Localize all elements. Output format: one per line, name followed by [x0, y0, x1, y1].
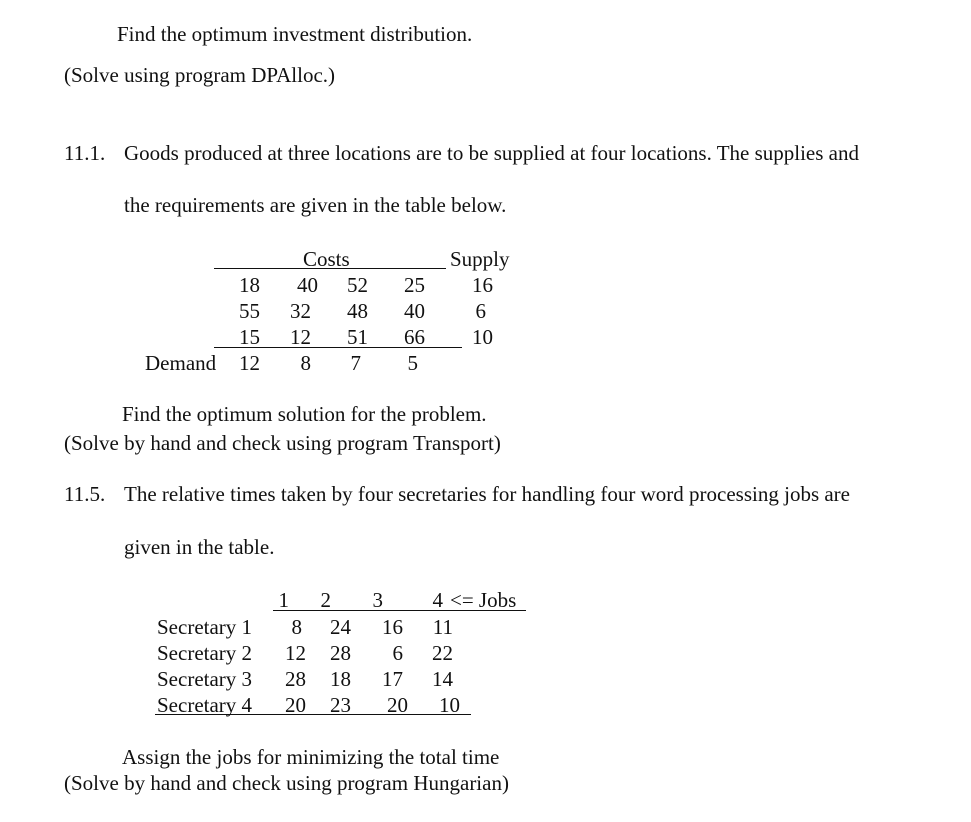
- cost-r2-c1: 55: [239, 299, 260, 323]
- problem-11-1-solve: (Solve by hand and check using program Transport): [64, 431, 501, 455]
- problem-11-1-number: 11.1.: [64, 141, 106, 165]
- problem-11-5-solve: (Solve by hand and check using program Hungarian): [64, 771, 509, 795]
- demand-c1: 12: [239, 351, 260, 375]
- time-s2-j4: 22: [432, 641, 453, 665]
- problem-11-5-text-line-1: The relative times taken by four secretaries for handling four word processing jobs are: [124, 482, 850, 506]
- cost-r1-c1: 18: [239, 273, 260, 297]
- jobs-label: <= Jobs: [450, 588, 517, 612]
- cost-r3-c4: 66: [404, 325, 425, 349]
- demand-c2: 8: [300, 351, 311, 375]
- problem-11-1-find: Find the optimum solution for the problem.: [122, 402, 487, 426]
- time-s1-j3: 16: [382, 615, 403, 639]
- job-header-3: 3: [372, 588, 383, 612]
- problem-11-5-number: 11.5.: [64, 482, 106, 506]
- supply-r1: 16: [472, 273, 493, 297]
- supply-r2: 6: [475, 299, 486, 323]
- time-s3-j4: 14: [432, 667, 453, 691]
- job-header-1: 1: [278, 588, 289, 612]
- time-s2-j2: 28: [330, 641, 351, 665]
- costs-footer-rule: [214, 347, 462, 348]
- secretary-4-label: Secretary 4: [157, 693, 253, 717]
- time-s1-j4: 11: [432, 615, 453, 639]
- secretary-3-label: Secretary 3: [157, 667, 253, 691]
- costs-label: Costs: [303, 247, 350, 271]
- intro-line-2: (Solve using program DPAlloc.): [64, 63, 336, 87]
- time-s1-j2: 24: [330, 615, 351, 639]
- time-s3-j2: 18: [330, 667, 351, 691]
- secretary-1-label: Secretary 1: [157, 615, 253, 639]
- intro-line-1: Find the optimum investment distribution.: [117, 22, 473, 46]
- problem-11-5-assign: Assign the jobs for minimizing the total time: [122, 745, 500, 769]
- secretaries-footer-rule: [155, 714, 471, 715]
- supply-label: Supply: [450, 247, 510, 271]
- problem-11-1-text-line-2: the requirements are given in the table below.: [124, 193, 507, 217]
- time-s4-j1: 20: [285, 693, 306, 717]
- cost-r2-c4: 40: [404, 299, 425, 323]
- job-header-4: 4: [432, 588, 443, 612]
- cost-r3-c2: 12: [290, 325, 311, 349]
- demand-label: Demand: [145, 351, 217, 375]
- time-s4-j2: 23: [330, 693, 351, 717]
- costs-header-rule: [214, 268, 446, 269]
- time-s4-j4: 10: [439, 693, 460, 717]
- jobs-header-rule: [273, 610, 526, 611]
- time-s2-j3: 6: [392, 641, 403, 665]
- cost-r2-c3: 48: [347, 299, 368, 323]
- time-s4-j3: 20: [387, 693, 408, 717]
- cost-r2-c2: 32: [290, 299, 311, 323]
- problem-11-5-text-line-2: given in the table.: [124, 535, 275, 559]
- time-s3-j1: 28: [285, 667, 306, 691]
- cost-r1-c4: 25: [404, 273, 425, 297]
- cost-r3-c3: 51: [347, 325, 368, 349]
- demand-c4: 5: [407, 351, 418, 375]
- time-s1-j1: 8: [291, 615, 302, 639]
- supply-r3: 10: [472, 325, 493, 349]
- time-s2-j1: 12: [285, 641, 306, 665]
- cost-r1-c3: 52: [347, 273, 368, 297]
- secretary-2-label: Secretary 2: [157, 641, 253, 665]
- job-header-2: 2: [320, 588, 331, 612]
- problem-11-1-text-line-1: Goods produced at three locations are to be supplied at four locations. The supplies and: [124, 141, 859, 165]
- time-s3-j3: 17: [382, 667, 403, 691]
- demand-c3: 7: [350, 351, 361, 375]
- cost-r1-c2: 40: [297, 273, 318, 297]
- cost-r3-c1: 15: [239, 325, 260, 349]
